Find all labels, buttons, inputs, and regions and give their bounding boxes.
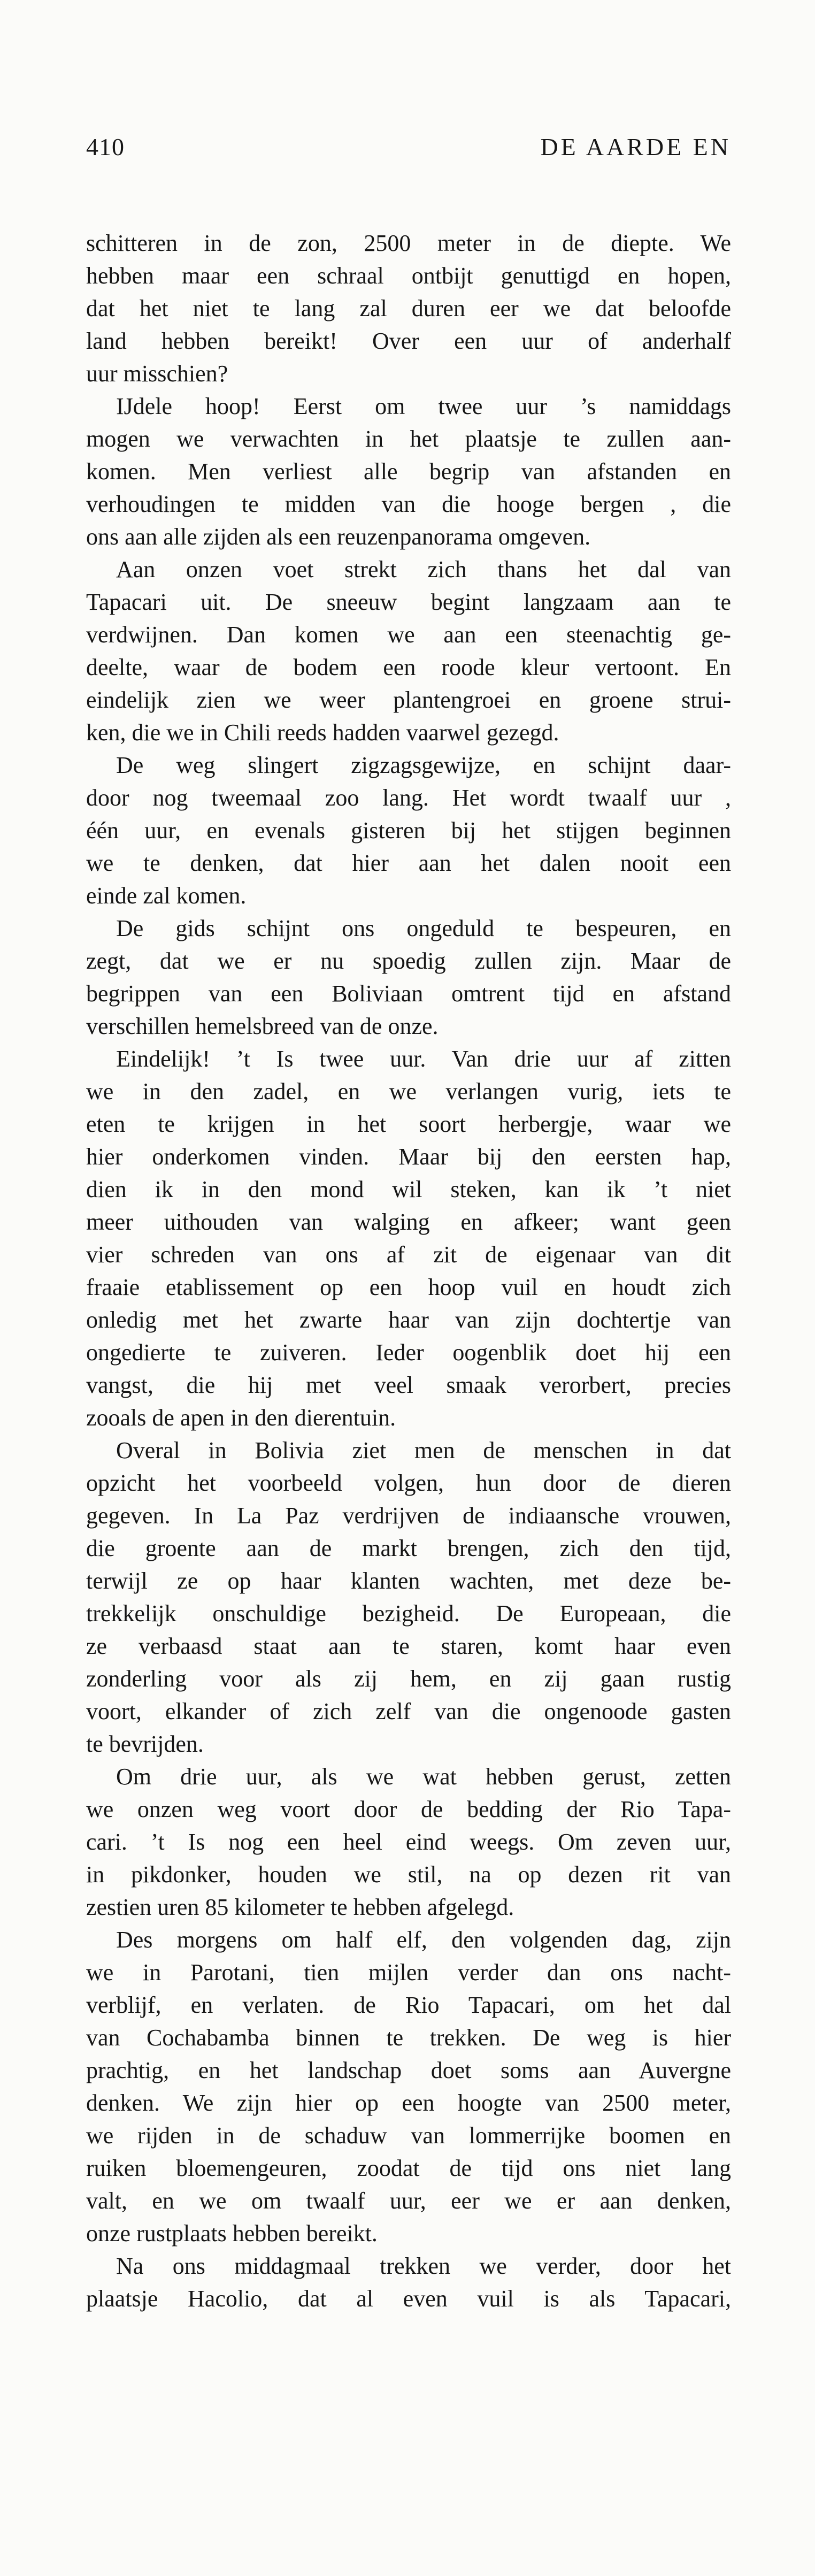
text-line: mogen we verwachten in het plaatsje te zullen aan- <box>86 426 731 452</box>
text-line: zestien uren 85 kilometer te hebben afgelegd. <box>86 1894 514 1920</box>
running-title: DE AARDE EN <box>540 133 731 160</box>
text-line: trekkelijk onschuldige bezigheid. De Europeaan, die <box>86 1600 731 1627</box>
text-line: Na ons middagmaal trekken we verder, door het <box>116 2253 731 2279</box>
text-line: eten te krijgen in het soort herbergje, waar we <box>86 1111 731 1137</box>
text-line: voort, elkander of zich zelf van die ongenoode gasten <box>86 1698 731 1724</box>
text-line: De weg slingert zigzagsgewijze, en schijnt daar- <box>116 752 731 778</box>
text-line: dien ik in den mond wil steken, kan ik ’t niet <box>86 1176 731 1202</box>
text-line: ons aan alle zijden als een reuzenpanorama omgeven. <box>86 524 591 550</box>
text-line: we in Parotani, tien mijlen verder dan ons nacht- <box>86 1959 731 1985</box>
paragraph <box>86 1760 731 1923</box>
text-line: ongedierte te zuiveren. Ieder oogenblik doet hij een <box>86 1339 731 1366</box>
paragraph <box>86 1042 731 1434</box>
text-line: onledig met het zwarte haar van zijn dochtertje van <box>86 1307 731 1333</box>
text-line: De gids schijnt ons ongeduld te bespeuren, en <box>116 915 731 941</box>
text-line: terwijl ze op haar klanten wachten, met deze be- <box>86 1568 731 1594</box>
text-line: we in den zadel, en we verlangen vurig, iets te <box>86 1078 731 1105</box>
text-line: we rijden in de schaduw van lommerrijke boomen en <box>86 2122 731 2149</box>
text-line: plaatsje Hacolio, dat al even vuil is als Tapacari, <box>86 2286 731 2312</box>
text-line: cari. ’t Is nog een heel eind weegs. Om zeven uur, <box>86 1829 731 1855</box>
text-line: ze verbaasd staat aan te staren, komt haar even <box>86 1633 731 1659</box>
text-line: door nog tweemaal zoo lang. Het wordt twaalf uur , <box>86 785 731 811</box>
text-line: begrippen van een Boliviaan omtrent tijd en afstand <box>86 980 731 1007</box>
text-line: Des morgens om half elf, den volgenden dag, zijn <box>116 1927 731 1953</box>
text-line: Eindelijk! ’t Is twee uur. Van drie uur af zitten <box>116 1046 731 1072</box>
text-line: ken, die we in Chili reeds hadden vaarwel gezegd. <box>86 719 559 746</box>
text-line: land hebben bereikt! Over een uur of anderhalf <box>86 328 731 354</box>
paragraph <box>86 227 731 390</box>
text-line: we te denken, dat hier aan het dalen nooit een <box>86 850 731 876</box>
page-body <box>86 227 731 2315</box>
paragraph <box>86 1923 731 2250</box>
text-line: meer uithouden van walging en afkeer; want geen <box>86 1209 731 1235</box>
text-line: dat het niet te lang zal duren eer we dat beloofde <box>86 295 731 321</box>
text-line: zegt, dat we er nu spoedig zullen zijn. Maar de <box>86 948 731 974</box>
text-line: valt, en we om twaalf uur, eer we er aan denken, <box>86 2188 731 2214</box>
text-line: vangst, die hij met veel smaak verorbert, precies <box>86 1372 731 1398</box>
text-line: IJdele hoop! Eerst om twee uur ’s namiddags <box>116 393 731 419</box>
page-header <box>86 135 731 159</box>
paragraph <box>86 2250 731 2315</box>
text-line: gegeven. In La Paz verdrijven de indiaansche vrouwen, <box>86 1502 731 1529</box>
text-line: verdwijnen. Dan komen we aan een steenachtig ge- <box>86 622 731 648</box>
text-line: fraaie etablissement op een hoop vuil en houdt zich <box>86 1274 731 1300</box>
text-line: eindelijk zien we weer plantengroei en groene strui- <box>86 687 731 713</box>
text-line: hier onderkomen vinden. Maar bij den eersten hap, <box>86 1144 731 1170</box>
text-line: schitteren in de zon, 2500 meter in de diepte. We <box>86 230 731 256</box>
text-line: die groente aan de markt brengen, zich den tijd, <box>86 1535 731 1561</box>
text-line: zonderling voor als zij hem, en zij gaan rustig <box>86 1666 731 1692</box>
paragraph <box>86 390 731 553</box>
text-line: Overal in Bolivia ziet men de menschen in dat <box>116 1437 731 1463</box>
text-line: onze rustplaats hebben bereikt. <box>86 2220 378 2247</box>
text-line: Aan onzen voet strekt zich thans het dal van <box>116 556 731 582</box>
text-line: uur misschien? <box>86 361 228 387</box>
text-line: hebben maar een schraal ontbijt genuttigd en hopen, <box>86 263 731 289</box>
text-line: we onzen weg voort door de bedding der Rio Tapa- <box>86 1796 731 1822</box>
text-line: einde zal komen. <box>86 883 247 909</box>
text-line: in pikdonker, houden we stil, na op dezen rit van <box>86 1861 731 1888</box>
text-line: één uur, en evenals gisteren bij het stijgen beginnen <box>86 817 731 844</box>
paragraph <box>86 1434 731 1760</box>
text-line: Tapacari uit. De sneeuw begint langzaam aan te <box>86 589 731 615</box>
text-line: opzicht het voorbeeld volgen, hun door de dieren <box>86 1470 731 1496</box>
text-line: verhoudingen te midden van die hooge bergen , die <box>86 491 731 517</box>
text-line: te bevrijden. <box>86 1731 204 1757</box>
text-line: komen. Men verliest alle begrip van afstanden en <box>86 458 731 485</box>
text-line: denken. We zijn hier op een hoogte van 2500 meter, <box>86 2090 731 2116</box>
text-line: van Cochabamba binnen te trekken. De weg is hier <box>86 2025 731 2051</box>
text-line: Om drie uur, als we wat hebben gerust, zetten <box>116 1764 731 1790</box>
paragraph <box>86 553 731 749</box>
text-line: prachtig, en het landschap doet soms aan Auvergne <box>86 2057 731 2083</box>
paragraph <box>86 749 731 912</box>
text-line: ruiken bloemengeuren, zoodat de tijd ons niet lang <box>86 2155 731 2181</box>
text-line: verblijf, en verlaten. de Rio Tapacari, om het dal <box>86 1992 731 2018</box>
text-line: verschillen hemelsbreed van de onze. <box>86 1013 439 1039</box>
text-line: deelte, waar de bodem een roode kleur vertoont. En <box>86 654 731 680</box>
text-line: vier schreden van ons af zit de eigenaar van dit <box>86 1241 731 1268</box>
page-number: 410 <box>86 133 125 160</box>
text-line: zooals de apen in den dierentuin. <box>86 1405 396 1431</box>
paragraph <box>86 912 731 1042</box>
